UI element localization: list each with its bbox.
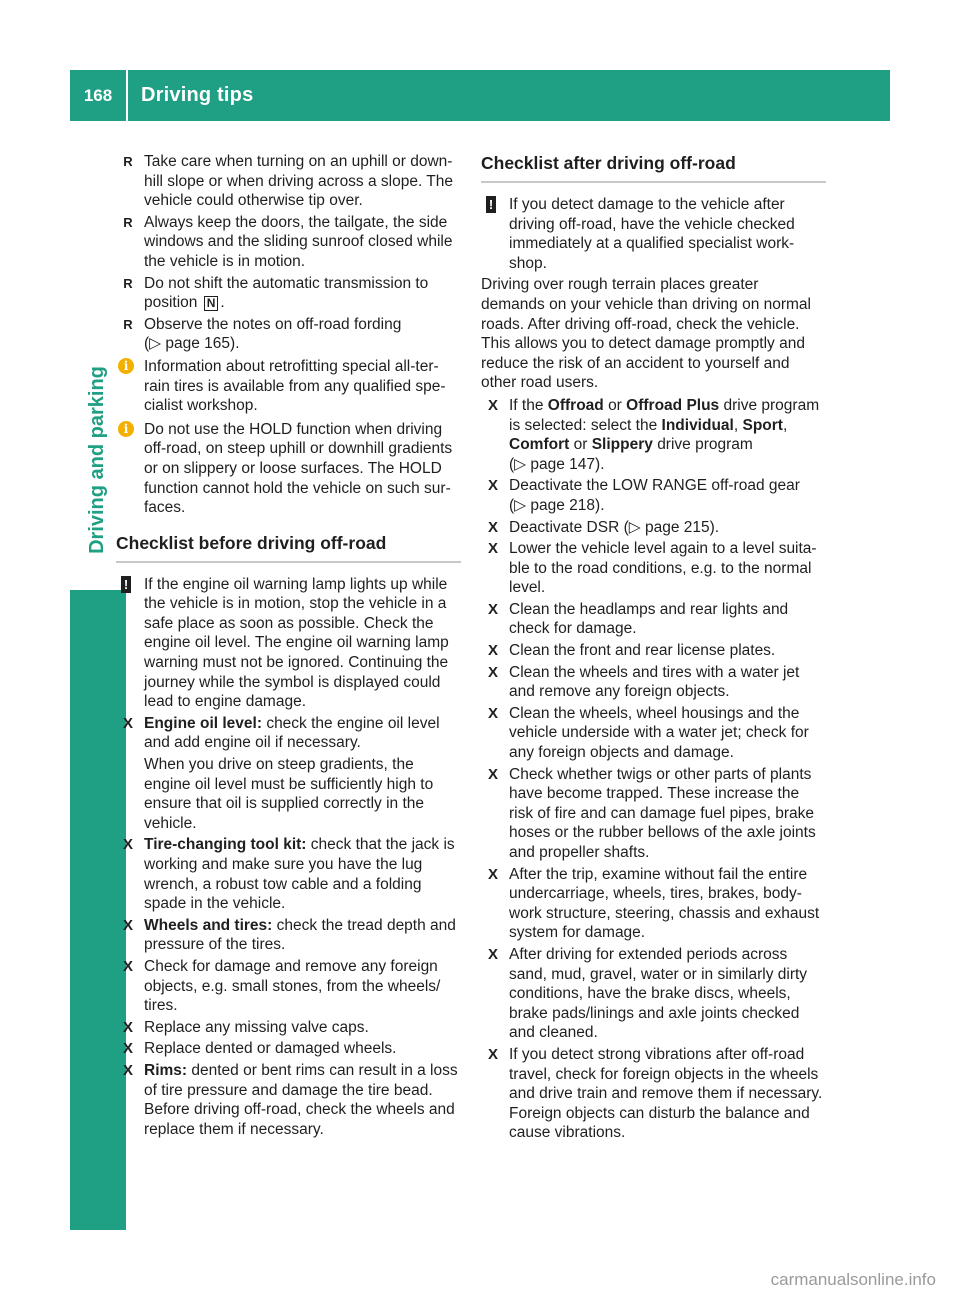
info-note-text: Do not use the HOLD function when driving off-road, on steep uphill or downhill gradients or on slippery or loose surfaces. The HOLD function cannot hold the vehicle on such sur-faces. [144,420,453,517]
warning-note [481,195,826,273]
step-label: Rims: [144,1061,188,1079]
side-tab-label: Driving and parking [86,366,109,554]
drive-program-slippery: Slippery [591,436,653,454]
warning-note-text: If you detect damage to the vehicle after driving off-road, have the vehicle checked immediately at a qualified specialist work-shop. [509,196,795,272]
step-text: Check for damage and remove any foreign objects, e.g. small stones, from the wheels/ tires. [144,957,441,1015]
step-text: After driving for extended periods across sand, mud, gravel, water or in similarly dirty conditions, have the brake discs, wheels, brake pads/linings and axle joints checked and cleaned. [509,945,808,1042]
list-item-text-part: Observe the notes on off-road fording [144,315,402,333]
step-arrow-icon: X [122,714,133,732]
list-item-text: Always keep the doors, the tailgate, the side windows and the sliding sunroof closed while the vehicle is in motion. [144,213,453,270]
punctuation: , [782,416,788,434]
step-text: Clean the wheels, wheel housings and the vehicle underside with a water jet; check for any foreign objects and damage. [509,704,809,762]
step-label: Wheels and tires: [144,916,273,934]
list-item [116,315,461,354]
step-text: Clean the wheels and tires with a water jet and remove any foreign objects. [509,663,800,701]
drive-program-comfort: Comfort [509,436,570,454]
info-icon: i [118,421,134,437]
step-text-part: dented or bent rims can result in a loss of tire pressure and damage the tire bead. Before driving off-road, check the wheels and replace them if necessary. [144,1061,458,1138]
step-arrow-icon: X [487,642,498,660]
list-item [116,274,461,313]
step-text: Clean the front and rear license plates. [509,642,776,660]
step-item [481,704,826,763]
list-item-text [144,315,461,354]
step-arrow-icon: X [487,1045,498,1063]
step-item [116,957,461,1016]
page-title: Driving tips [141,83,254,106]
list-item [116,213,461,272]
info-note [116,420,461,518]
step-item [481,1045,826,1143]
bullet-icon: R [123,214,133,230]
step-text: Replace dented or damaged wheels. [144,1040,397,1058]
step-item [481,641,826,661]
info-icon: i [118,358,134,374]
page-reference: (▷ page 165). [144,335,240,353]
step-arrow-icon: X [487,396,498,414]
step-text-part: drive program is selected: select the [509,396,820,434]
drive-program-offroad: Offroad [547,396,604,414]
page-reference: (▷ page 147). [509,455,605,473]
step-text [509,476,826,515]
step-item [481,865,826,943]
step-text [144,714,461,753]
step-text-part: check the engine oil level and add engine oil if necessary. [144,714,440,752]
step-text [144,916,461,955]
watermark: carmanualsonline.info [770,1270,936,1289]
step-text [509,396,826,474]
step-item [481,396,826,474]
step-arrow-icon: X [122,1061,133,1079]
drive-program-sport: Sport [742,416,783,434]
step-arrow-icon: X [487,477,498,495]
step-text-part: drive program [657,436,753,454]
step-item [481,518,826,538]
warning-icon: ! [121,576,131,593]
step-label: Tire-changing tool kit: [144,836,307,854]
bullet-icon: R [123,316,133,332]
left-column [116,152,461,1141]
step-item [481,945,826,1043]
step-arrow-icon: X [122,957,133,975]
step-item [116,835,461,913]
step-text-part: check that the jack is working and make sure you have the lug wrench, a robust tow cable and a folding spade in the vehicle. [144,836,455,913]
step-arrow-icon: X [122,1018,133,1036]
bullet-icon: R [123,275,133,291]
step-item [481,476,826,515]
right-column [481,152,826,1145]
punctuation: . [220,294,225,312]
step-text [144,1061,461,1139]
step-item [116,1039,461,1059]
list-item-text: Take care when turning on an uphill or down-hill slope or when driving across a slope. The vehicle could otherwise tip over. [144,153,454,210]
step-item [116,1061,461,1139]
info-note [116,357,461,416]
info-note-text: Information about retrofitting special all-ter-rain tires is available from any qualified spe-cialist workshop. [144,357,446,415]
step-text: Replace any missing valve caps. [144,1018,369,1036]
list-item-text-part: Do not shift the automatic transmission to position [144,274,429,312]
step-arrow-icon: X [122,836,133,854]
intro-paragraph: Driving over rough terrain places greater demands on your vehicle than driving on normal roads. After driving off-road, check the vehicle. This allows you to detect damage promptly and reduce the risk of an accident to yourself and other road users. [481,276,811,392]
step-text-part: If the [509,396,544,414]
bullet-icon: R [123,154,133,169]
warning-icon: ! [486,196,496,213]
step-text: Deactivate DSR (▷ page 215). [509,518,720,536]
list-item-text [144,274,461,313]
punctuation: , [733,416,739,434]
step-text: If you detect strong vibrations after off-road travel, check for foreign objects in the wheels and drive train and remove them if necessary. Foreign objects can disturb the balance and cause vibrations. [509,1045,823,1142]
step-arrow-icon: X [487,518,498,536]
section-heading: Checklist before driving off-road [116,532,461,563]
list-item [116,152,461,211]
step-item [481,600,826,639]
gear-position-n-symbol: N [204,296,219,311]
step-item [481,765,826,863]
step-text: After the trip, examine without fail the entire undercarriage, wheels, tires, brakes, body-work structure, steering, chassis and exhaust system for damage. [509,865,820,942]
step-arrow-icon: X [487,663,498,681]
warning-note-text: If the engine oil warning lamp lights up while the vehicle is in motion, stop the vehicle in a safe place as soon as possible. Check the engine oil level. The engine oil warning lamp warning must not be ignored. Continuing the journey while the symbol is displayed could lead to engine damage. [144,575,449,711]
step-text-part: or [573,436,588,454]
step-item [116,714,461,753]
step-text-part: or [608,396,622,414]
warning-note [116,575,461,712]
step-item [116,916,461,955]
step-arrow-icon: X [122,916,133,934]
step-arrow-icon: X [487,765,498,783]
step-subtext: When you drive on steep gradients, the engine oil level must be sufficiently high to ensure that oil is supplied correctly in the vehicle. [144,756,434,832]
step-arrow-icon: X [487,600,498,618]
step-text: Lower the vehicle level again to a level suita-ble to the road conditions, e.g. to the normal level. [509,540,817,597]
step-text-part: Deactivate the LOW RANGE off-road gear [509,477,800,495]
step-arrow-icon: X [487,704,498,722]
step-arrow-icon: X [487,945,498,963]
step-arrow-icon: X [487,540,498,558]
drive-program-offroad-plus: Offroad Plus [626,396,720,414]
drive-program-individual: Individual [661,416,734,434]
step-text-part: check the tread depth and pressure of the tires. [144,916,456,954]
page-number: 168 [83,85,113,105]
page-reference: (▷ page 218). [509,496,605,514]
step-arrow-icon: X [487,865,498,883]
step-arrow-icon: X [122,1040,133,1058]
step-item [481,539,826,598]
header-divider [126,70,128,121]
step-label: Engine oil level: [144,714,262,732]
step-text: Clean the headlamps and rear lights and check for damage. [509,600,789,638]
step-item [481,663,826,702]
step-text: Check whether twigs or other parts of plants have become trapped. These increase the risk of fire and can damage fuel pipes, brake hoses or the rubber bellows of the axle joints and propeller shafts. [509,765,816,861]
step-item [116,1018,461,1038]
section-heading: Checklist after driving off-road [481,152,826,183]
step-text [144,835,461,913]
